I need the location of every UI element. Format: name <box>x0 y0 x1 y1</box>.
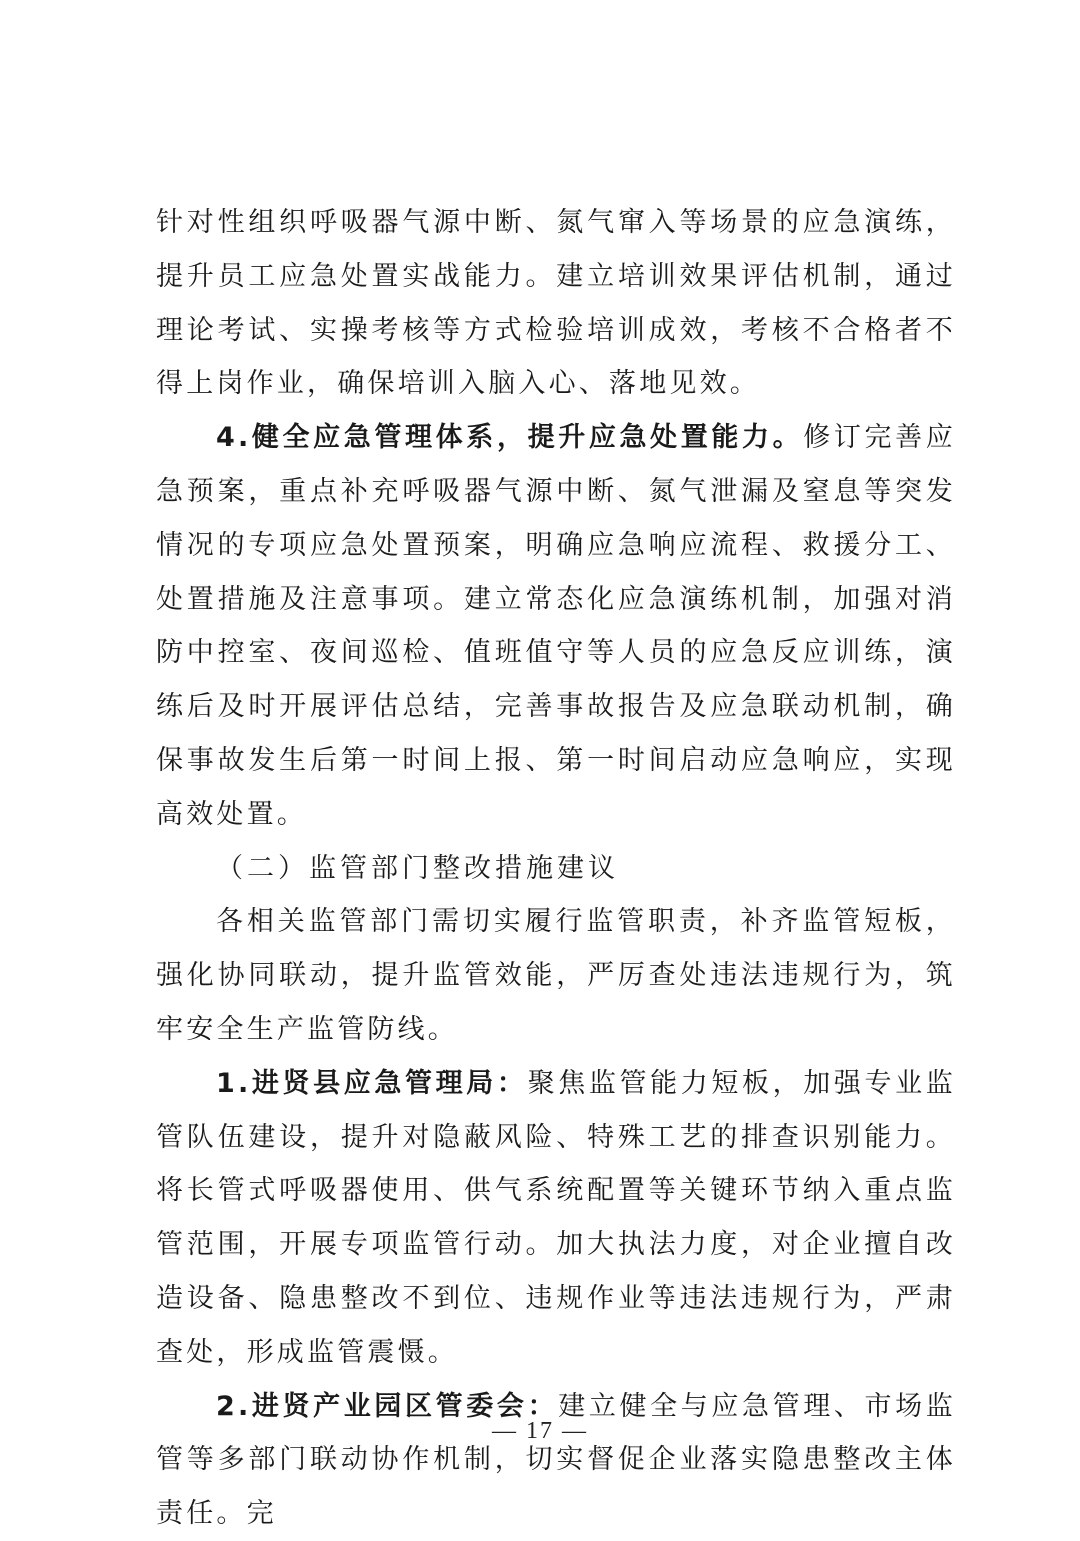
item-1-body: 聚焦监管能力短板，加强专业监管队伍建设，提升对隐蔽风险、特殊工艺的排查识别能力。将长管式呼吸器使用、供气系统配置等关键环节纳入重点监管范围，开展专项监管行动。加大执法力度，对企业擅自改造设备、隐患整改不到位、违规作业等违法违规行为，严肃查处，形成监管震慑。 <box>156 1067 956 1368</box>
item-4-heading: 4.健全应急管理体系，提升应急处置能力。 <box>216 422 804 454</box>
page-number: — 17 — <box>492 1418 588 1444</box>
paragraph-item-2 <box>156 1380 956 1541</box>
section-2-heading: （二）监管部门整改措施建议 <box>216 852 619 884</box>
item-2-body: 建立健全与应急管理、市场监管等多部门联动协作机制，切实督促企业落实隐患整改主体责任。完 <box>156 1390 956 1530</box>
document-body <box>156 196 956 1541</box>
item-1-heading: 1.进贤县应急管理局： <box>216 1067 528 1099</box>
paragraph-item-4 <box>156 411 956 841</box>
item-4-body: 修订完善应急预案，重点补充呼吸器气源中断、氮气泄漏及窒息等突发情况的专项应急处置预案，明确应急响应流程、救援分工、处置措施及注意事项。建立常态化应急演练机制，加强对消防中控室、夜间巡检、值班值守等人员的应急反应训练，演练后及时开展评估总结，完善事故报告及应急联动机制，确保事故发生后第一时间上报、第一时间启动应急响应，实现高效处置。 <box>156 422 956 830</box>
item-2-heading: 2.进贤产业园区管委会： <box>216 1390 559 1422</box>
paragraph-continuation: 针对性组织呼吸器气源中断、氮气窜入等场景的应急演练，提升员工应急处置实战能力。建立培训效果评估机制，通过理论考试、实操考核等方式检验培训成效，考核不合格者不得上岗作业，确保培训入脑入心、落地见效。 <box>156 207 956 400</box>
section-2-intro: 各相关监管部门需切实履行监管职责，补齐监管短板，强化协同联动，提升监管效能，严厉查处违法违规行为，筑牢安全生产监管防线。 <box>156 906 956 1045</box>
paragraph-item-1 <box>156 1057 956 1380</box>
